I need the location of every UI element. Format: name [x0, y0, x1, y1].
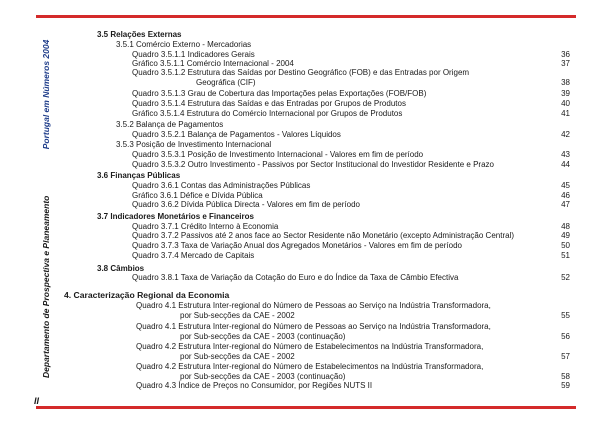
toc-page-number: 36: [561, 50, 570, 59]
toc-page-number: 43: [561, 150, 570, 159]
toc-entry-label: Quadro 3.5.1.2 Estrutura das Saídas por Destino Geográfico (FOB) e das Entradas por Origem: [132, 68, 470, 77]
toc-entry: [196, 78, 256, 88]
toc-entry-label: Quadro 3.6.1 Contas das Administrações Públicas: [132, 181, 311, 190]
toc-page-number: 52: [561, 273, 570, 282]
toc-entry-label: Quadro 3.5.1.4 Estrutura das Saídas e das Entradas por Grupos de Produtos: [132, 99, 406, 108]
toc-entry-label: Quadro 4.3 Índice de Preços no Consumidor, por Regiões NUTS II: [136, 381, 373, 390]
toc-entry-label: Quadro 3.8.1 Taxa de Variação da Cotação do Euro e do Índice da Taxa de Câmbio Efectiva: [132, 273, 459, 282]
toc-page-number: 37: [561, 59, 570, 68]
toc-page-number: 47: [561, 200, 570, 209]
toc-entry-label: Gráfico 3.6.1 Défice e Dívida Pública: [132, 191, 263, 200]
toc-entry: [136, 342, 483, 352]
toc-entry: [136, 322, 491, 332]
toc-entry-label: 3.8 Câmbios: [97, 264, 145, 273]
toc-entry-label: 3.6 Finanças Públicas: [97, 171, 181, 180]
toc-page-number: 44: [561, 160, 570, 169]
toc-page-number: 46: [561, 191, 570, 200]
toc-entry-label: 3.5 Relações Externas: [97, 30, 182, 39]
toc-page-number: 39: [561, 89, 570, 98]
toc-page-number: 55: [561, 311, 570, 320]
toc-entry-label: Quadro 3.5.2.1 Balança de Pagamentos - Valores Líquidos: [132, 130, 341, 139]
toc-entry: [97, 212, 254, 222]
toc-entry: [97, 171, 180, 181]
toc-entry-label: por Sub-secções da CAE - 2002: [180, 352, 295, 361]
toc-entry: [136, 301, 491, 311]
toc-entry: [132, 231, 514, 241]
toc-entry-label: Quadro 3.7.3 Taxa de Variação Anual dos Agregados Monetários - Valores em fim de período: [132, 241, 462, 250]
toc-page-number: 38: [561, 78, 570, 87]
toc-entry-label: Quadro 4.2 Estrutura Inter-regional do Número de Estabelecimentos na Indústria Transformadora,: [136, 362, 484, 371]
toc-entry: [64, 290, 229, 300]
toc-entry-label: Quadro 3.6.2 Dívida Pública Directa - Valores em fim de período: [132, 200, 360, 209]
toc-entry: [116, 120, 223, 130]
toc-entry: [132, 109, 402, 119]
toc-page-number: 45: [561, 181, 570, 190]
toc-entry: [132, 200, 360, 210]
toc-entry: [132, 99, 406, 109]
department-name: Departamento de Prospectiva e Planeamento: [41, 195, 51, 378]
toc-entry: [132, 130, 341, 140]
toc-entry-label: por Sub-secções da CAE - 2003 (continuação): [180, 332, 346, 341]
toc-entry: [132, 251, 254, 261]
toc-page-number: 48: [561, 222, 570, 231]
toc-page-number: 40: [561, 99, 570, 108]
toc-page-number: 41: [561, 109, 570, 118]
toc-entry: [136, 381, 372, 391]
toc-entry-label: 3.5.3 Posição de Investimento Internacional: [116, 140, 272, 149]
toc-entry-label: 3.5.1 Comércio Externo - Mercadorias: [116, 40, 252, 49]
toc-entry-label: por Sub-secções da CAE - 2003 (continuação): [180, 372, 346, 381]
toc-entry-label: Quadro 3.7.1 Crédito Interno à Economia: [132, 222, 279, 231]
toc-entry-label: Quadro 3.5.1.3 Grau de Cobertura das Importações pelas Exportações (FOB/FOB): [132, 89, 427, 98]
toc-entry-label: 4. Caracterização Regional da Economia: [64, 290, 230, 300]
toc-entry-label: Quadro 3.5.1.1 Indicadores Gerais: [132, 50, 255, 59]
toc-entry-label: Quadro 3.7.2 Passivos até 2 anos face ao Sector Residente não Monetário (excepto Administração Central): [132, 231, 514, 240]
toc-page-number: 56: [561, 332, 570, 341]
toc-page-number: 58: [561, 372, 570, 381]
toc-entry: [116, 40, 251, 50]
toc-entry: [132, 181, 310, 191]
toc-entry-label: Gráfico 3.5.1.1 Comércio Internacional - 2004: [132, 59, 294, 68]
toc-entry-label: por Sub-secções da CAE - 2002: [180, 311, 295, 320]
toc-entry-label: 3.5.2 Balança de Pagamentos: [116, 120, 224, 129]
toc-entry: [132, 160, 494, 170]
toc-entry: [132, 273, 458, 283]
toc-entry-label: Quadro 4.1 Estrutura Inter-regional do Número de Pessoas ao Serviço na Indústria Transformadora,: [136, 322, 491, 331]
toc-entry-label: Quadro 4.1 Estrutura Inter-regional do Número de Pessoas ao Serviço na Indústria Transformadora,: [136, 301, 491, 310]
toc-entry: [180, 352, 295, 362]
toc-page-number: 57: [561, 352, 570, 361]
toc-page-number: 59: [561, 381, 570, 390]
toc-entry: [136, 362, 483, 372]
toc-entry: [132, 241, 462, 251]
toc-entry: [180, 332, 345, 342]
toc-entry: [132, 68, 469, 78]
toc-entry: [97, 30, 182, 40]
toc-page-number: 49: [561, 231, 570, 240]
toc-page-number: 50: [561, 241, 570, 250]
toc-entry-label: Quadro 3.5.3.2 Outro Investimento - Passivos por Sector Institucional do Investidor Residente e Prazo: [132, 160, 494, 169]
toc-page-number: 51: [561, 251, 570, 260]
toc-entry-label: Gráfico 3.5.1.4 Estrutura do Comércio Internacional por Grupos de Produtos: [132, 109, 403, 118]
toc-entry: [132, 89, 426, 99]
toc-page-number: 42: [561, 130, 570, 139]
toc-entry-label: Geográfica (CIF): [196, 78, 256, 87]
toc-entry-label: Quadro 3.5.3.1 Posição de Investimento Internacional - Valores em fim de período: [132, 150, 424, 159]
toc-entry-label: Quadro 3.7.4 Mercado de Capitais: [132, 251, 255, 260]
toc-entry: [132, 150, 423, 160]
toc-entry: [180, 311, 295, 321]
toc-entry-label: 3.7 Indicadores Monetários e Financeiros: [97, 212, 254, 221]
toc-entry: [116, 140, 271, 150]
publication-title: Portugal em Números 2004: [41, 39, 51, 150]
toc-entry-label: Quadro 4.2 Estrutura Inter-regional do Número de Estabelecimentos na Indústria Transformadora,: [136, 342, 484, 351]
page-number: II: [34, 396, 40, 406]
